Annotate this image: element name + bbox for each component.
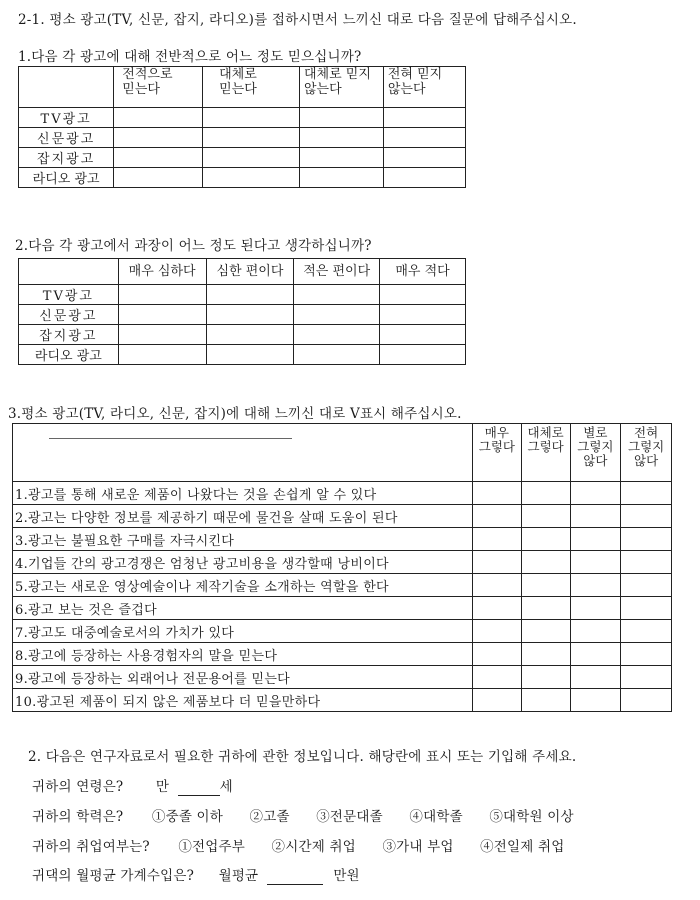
education-option[interactable]: ①중졸 이하: [151, 809, 224, 825]
answer-cell[interactable]: [380, 285, 466, 305]
income-question: [32, 864, 360, 885]
answer-cell[interactable]: [299, 128, 383, 148]
answer-cell[interactable]: [294, 305, 380, 325]
statement-label: 1.광고를 통해 새로운 제품이 나왔다는 것을 손쉽게 알 수 있다: [13, 482, 473, 505]
income-unit: 만원: [333, 868, 360, 884]
q3-col-header: 별로 그렇지 않다: [570, 424, 621, 482]
answer-cell[interactable]: [621, 528, 672, 551]
answer-cell[interactable]: [570, 689, 621, 712]
statement-label: 7.광고도 대중예술로서의 가치가 있다: [13, 620, 473, 643]
answer-cell[interactable]: [118, 345, 206, 365]
education-option[interactable]: ③전문대졸: [316, 809, 383, 825]
q2-row-label: 신문광고: [19, 305, 119, 325]
q3-row: [13, 597, 672, 620]
q1-row: [19, 168, 466, 188]
statement-label: 8.광고에 등장하는 사용경험자의 말을 믿는다: [13, 643, 473, 666]
answer-cell[interactable]: [521, 574, 570, 597]
q1-row: [19, 148, 466, 168]
q1-row-label: 잡지광고: [19, 148, 114, 168]
employment-option[interactable]: ④전일제 취업: [480, 839, 565, 855]
q1-col-header: 대체로 믿는다: [203, 67, 300, 108]
answer-cell[interactable]: [299, 148, 383, 168]
answer-cell[interactable]: [621, 620, 672, 643]
q3-col-header: 전혀 그렇지 않다: [621, 424, 672, 482]
answer-cell[interactable]: [621, 482, 672, 505]
answer-cell[interactable]: [621, 689, 672, 712]
answer-cell[interactable]: [570, 643, 621, 666]
q3-col-header: 매우 그렇다: [473, 424, 522, 482]
q3-title: 3.평소 광고(TV, 라디오, 신문, 잡지)에 대해 느끼신 대로 V표시 해주십시오.: [8, 406, 462, 422]
answer-cell[interactable]: [383, 168, 465, 188]
education-option[interactable]: ④대학졸: [409, 809, 463, 825]
q1-row: [19, 128, 466, 148]
answer-cell[interactable]: [294, 285, 380, 305]
answer-cell[interactable]: [473, 666, 522, 689]
answer-cell[interactable]: [521, 597, 570, 620]
answer-cell[interactable]: [521, 620, 570, 643]
statement-label: 3.광고는 불필요한 구매를 자극시킨다: [13, 528, 473, 551]
answer-cell[interactable]: [299, 168, 383, 188]
answer-cell[interactable]: [473, 574, 522, 597]
answer-cell[interactable]: [621, 505, 672, 528]
answer-cell[interactable]: [621, 643, 672, 666]
answer-cell[interactable]: [118, 305, 206, 325]
statement-label: 2.광고는 다양한 정보를 제공하기 때문에 물건을 살때 도움이 된다: [13, 505, 473, 528]
answer-cell[interactable]: [114, 128, 203, 148]
answer-cell[interactable]: [473, 689, 522, 712]
answer-cell[interactable]: [206, 325, 294, 345]
answer-cell[interactable]: [521, 528, 570, 551]
answer-cell[interactable]: [380, 305, 466, 325]
answer-cell[interactable]: [114, 168, 203, 188]
answer-cell[interactable]: [206, 345, 294, 365]
q3-row: [13, 482, 672, 505]
q3-row: [13, 505, 672, 528]
q2-table: [18, 258, 466, 365]
employment-option[interactable]: ③가내 부업: [382, 839, 454, 855]
q2-corner-cell: [19, 259, 119, 285]
statement-label: 10.광고된 제품이 되지 않은 제품보다 더 믿을만하다: [13, 689, 473, 712]
answer-cell[interactable]: [570, 551, 621, 574]
answer-cell[interactable]: [380, 325, 466, 345]
q2-row: [19, 285, 466, 305]
q3-col-header: 대체로 그렇다: [521, 424, 570, 482]
q1-title: 1.다음 각 광고에 대해 전반적으로 어느 정도 믿으십니까?: [18, 49, 362, 65]
q2-col-header: 매우 적다: [380, 259, 466, 285]
employment-label: 귀하의 취업여부는?: [32, 839, 150, 855]
answer-cell[interactable]: [473, 620, 522, 643]
q3-row: [13, 528, 672, 551]
answer-cell[interactable]: [621, 551, 672, 574]
answer-cell[interactable]: [570, 597, 621, 620]
answer-cell[interactable]: [521, 689, 570, 712]
answer-cell[interactable]: [473, 528, 522, 551]
answer-cell[interactable]: [521, 643, 570, 666]
q2-col-header: 적은 편이다: [294, 259, 380, 285]
answer-cell[interactable]: [621, 597, 672, 620]
q2-row: [19, 325, 466, 345]
age-unit: 세: [219, 779, 233, 795]
answer-cell[interactable]: [473, 551, 522, 574]
q1-corner-cell: [19, 67, 114, 108]
q1-row-label: 라디오 광고: [19, 168, 114, 188]
answer-cell[interactable]: [473, 643, 522, 666]
answer-cell[interactable]: [570, 482, 621, 505]
answer-cell[interactable]: [203, 168, 300, 188]
answer-cell[interactable]: [203, 148, 300, 168]
answer-cell[interactable]: [570, 574, 621, 597]
statement-label: 6.광고 보는 것은 즐겁다: [13, 597, 473, 620]
q2-title: 2.다음 각 광고에서 과장이 어느 정도 된다고 생각하십니까?: [15, 238, 372, 254]
age-question: [32, 775, 233, 796]
statement-label: 4.기업들 간의 광고경쟁은 엄청난 광고비용을 생각할때 낭비이다: [13, 551, 473, 574]
q3-table: [12, 423, 672, 712]
answer-cell[interactable]: [521, 505, 570, 528]
q1-row: [19, 108, 466, 128]
q2-row-label: TV광고: [19, 285, 119, 305]
answer-cell[interactable]: [203, 108, 300, 128]
answer-cell[interactable]: [473, 597, 522, 620]
info-title: 2. 다음은 연구자료로서 필요한 귀하에 관한 정보입니다. 해당란에 표시 또는 기입해 주세요.: [28, 749, 577, 765]
statement-label: 5.광고는 새로운 영상예술이나 제작기술을 소개하는 역할을 한다: [13, 574, 473, 597]
answer-cell[interactable]: [521, 666, 570, 689]
answer-cell[interactable]: [114, 108, 203, 128]
q3-row: [13, 643, 672, 666]
q3-row: [13, 666, 672, 689]
q1-table: [18, 66, 466, 188]
q2-row: [19, 345, 466, 365]
answer-cell[interactable]: [570, 666, 621, 689]
q2-col-header: 매우 심하다: [118, 259, 206, 285]
employment-option[interactable]: ②시간제 취업: [271, 839, 356, 855]
q1-col-header: 대체로 믿지 않는다: [299, 67, 383, 108]
age-label: 귀하의 연령은?: [32, 779, 124, 795]
q2-col-header: 심한 편이다: [206, 259, 294, 285]
q3-row: [13, 689, 672, 712]
answer-cell[interactable]: [521, 482, 570, 505]
income-prefix: 월평균: [218, 868, 259, 884]
employment-option[interactable]: ①전업주부: [178, 839, 246, 855]
education-label: 귀하의 학력은?: [32, 809, 124, 825]
answer-cell[interactable]: [570, 620, 621, 643]
q1-col-header: 전적으로 믿는다: [114, 67, 203, 108]
answer-cell[interactable]: [294, 345, 380, 365]
income-label: 귀댁의 월평균 가계수입은?: [32, 868, 195, 884]
answer-cell[interactable]: [203, 128, 300, 148]
answer-cell[interactable]: [383, 128, 465, 148]
answer-cell[interactable]: [383, 148, 465, 168]
answer-cell[interactable]: [383, 108, 465, 128]
education-option[interactable]: ⑤대학원 이상: [489, 809, 574, 825]
education-question: [32, 805, 574, 825]
q3-corner-cell: [13, 424, 473, 482]
answer-cell[interactable]: [473, 482, 522, 505]
q2-row: [19, 305, 466, 325]
age-input[interactable]: [178, 779, 220, 796]
q3-row: [13, 551, 672, 574]
statement-label: 9.광고에 등장하는 외래어나 전문용어를 믿는다: [13, 666, 473, 689]
answer-cell[interactable]: [621, 574, 672, 597]
answer-cell[interactable]: [299, 108, 383, 128]
section-header: 2-1. 평소 광고(TV, 신문, 잡지, 라디오)를 접하시면서 느끼신 대로 다음 질문에 답해주십시오.: [18, 12, 577, 28]
q1-col-header: 전혀 믿지 않는다: [383, 67, 465, 108]
income-input[interactable]: [267, 868, 323, 885]
answer-cell[interactable]: [118, 325, 206, 345]
employment-question: [32, 835, 565, 855]
answer-cell[interactable]: [570, 505, 621, 528]
answer-cell[interactable]: [294, 325, 380, 345]
education-option[interactable]: ②고졸: [249, 809, 290, 825]
q3-row: [13, 574, 672, 597]
q2-row-label: 잡지광고: [19, 325, 119, 345]
answer-cell[interactable]: [118, 285, 206, 305]
answer-cell[interactable]: [206, 285, 294, 305]
age-prefix: 만: [155, 779, 170, 795]
answer-cell[interactable]: [473, 505, 522, 528]
answer-cell[interactable]: [380, 345, 466, 365]
answer-cell[interactable]: [114, 148, 203, 168]
answer-cell[interactable]: [570, 528, 621, 551]
header-rule: [49, 438, 292, 439]
answer-cell[interactable]: [521, 551, 570, 574]
q2-row-label: 라디오 광고: [19, 345, 119, 365]
q1-row-label: 신문광고: [19, 128, 114, 148]
q1-row-label: TV광고: [19, 108, 114, 128]
answer-cell[interactable]: [621, 666, 672, 689]
answer-cell[interactable]: [206, 305, 294, 325]
q3-row: [13, 620, 672, 643]
